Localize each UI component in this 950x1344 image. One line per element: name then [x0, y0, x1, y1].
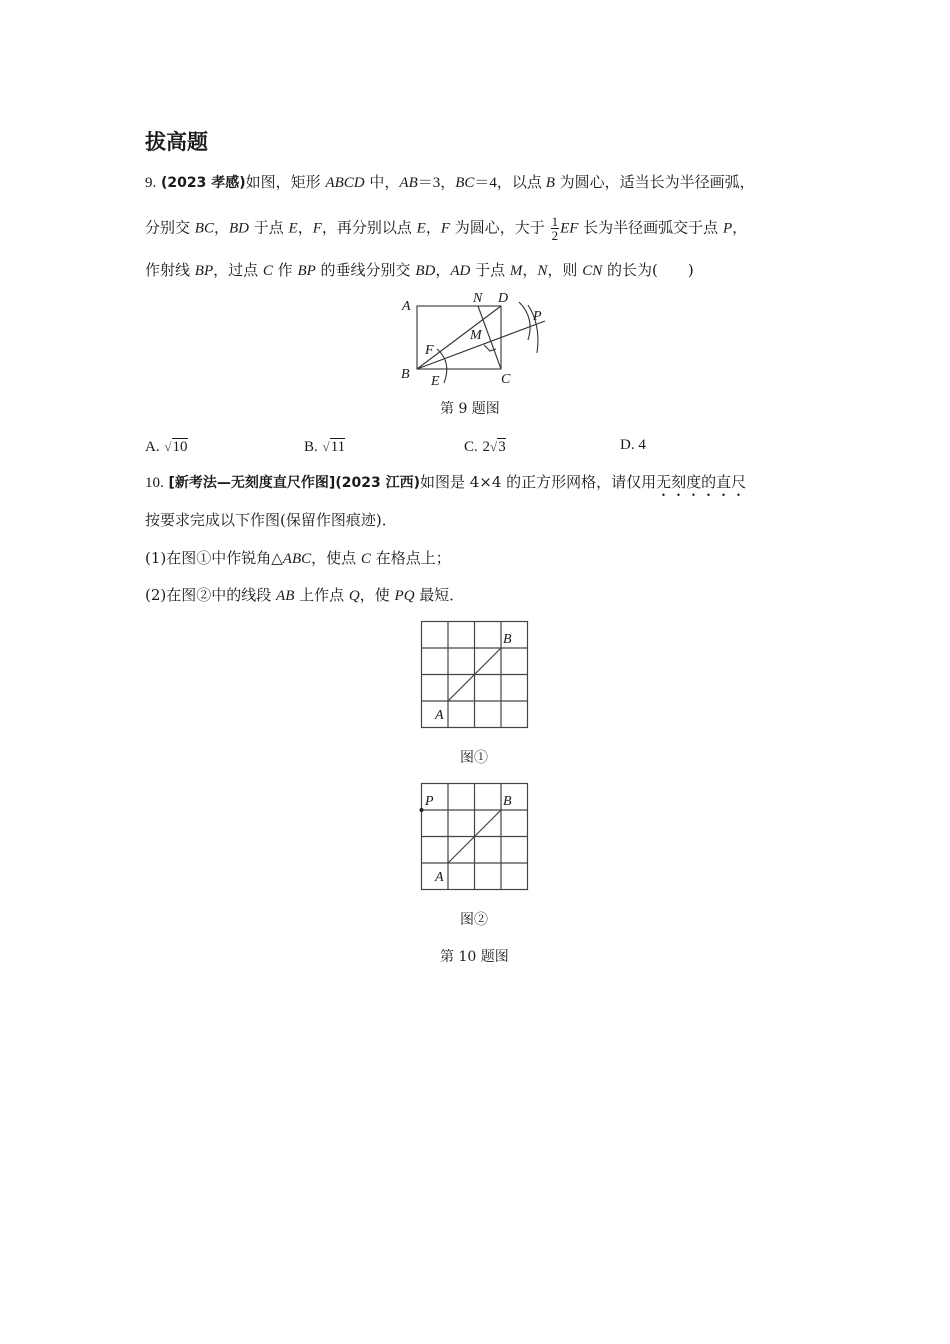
math-var: BC	[194, 220, 214, 237]
text: 作	[272, 261, 298, 279]
text: 的长为( )	[602, 261, 694, 279]
q9-figure-caption: 第 9 题图	[440, 401, 500, 417]
fraction-denominator: 2	[551, 228, 559, 243]
q9-line-3	[145, 260, 694, 281]
text: ＝3，	[417, 175, 456, 191]
text: ，使点	[311, 549, 361, 567]
text: ，使	[359, 586, 395, 604]
math-var: M	[509, 263, 523, 279]
q9-choice-a[interactable]	[145, 437, 188, 456]
text: 为圆心，大于	[450, 218, 550, 237]
text: ＝4，以点	[474, 175, 546, 191]
point-p	[420, 808, 424, 812]
q10-part-1	[145, 548, 451, 569]
text: 于点	[248, 218, 289, 237]
choice-letter: C.	[464, 439, 478, 455]
text: ，	[435, 261, 451, 279]
math-var: BP	[194, 263, 214, 279]
label-e: E	[431, 374, 440, 389]
text: 为圆心，适当长为半径画弧，	[554, 173, 755, 191]
text: (2)在图②中的线段	[145, 586, 277, 604]
choice-letter: A.	[145, 439, 160, 455]
text: ，	[297, 218, 313, 237]
coefficient: 2	[482, 439, 491, 455]
text: 于点	[470, 261, 510, 279]
label-m: M	[470, 328, 482, 343]
q10-figure-2-grid	[415, 777, 535, 895]
text: ，	[425, 218, 441, 237]
math-var: BP	[297, 263, 316, 279]
q9-choice-c[interactable]	[464, 437, 506, 456]
label-d: D	[498, 291, 509, 306]
q10-part-2	[145, 585, 464, 606]
text: 作射线	[145, 261, 195, 279]
math-var: E	[416, 220, 426, 237]
q9-line-1	[145, 172, 755, 193]
math-var: BD	[415, 263, 436, 279]
label-b: B	[503, 632, 512, 647]
math-var: E	[288, 220, 298, 237]
math-var: ABC	[282, 551, 312, 567]
label-b: B	[503, 794, 512, 809]
text: 分别交	[145, 218, 195, 237]
math-var: BC	[455, 175, 475, 191]
radicand: 10	[172, 439, 188, 455]
radicand: 11	[330, 439, 346, 455]
q10-number: 10.	[145, 475, 164, 491]
text: ，再分别以点	[321, 218, 417, 237]
q9-line-2	[145, 215, 747, 242]
q10-tag: [新考法—无刻度直尺作图]	[168, 475, 336, 491]
choice-letter: B.	[304, 439, 318, 455]
math-var: PQ	[394, 588, 415, 604]
text: 在格点上；	[370, 549, 451, 567]
math-var: B	[545, 175, 555, 191]
math-var: AB	[276, 588, 295, 604]
math-var: AB	[399, 175, 418, 191]
text: 如图是 4×4 的正方形网格，请仅用	[419, 473, 657, 491]
text: 如图，矩形	[245, 173, 326, 191]
math-var: C	[262, 263, 273, 279]
text: ，则	[547, 261, 583, 279]
math-var: EF	[560, 220, 579, 237]
label-a: A	[435, 870, 444, 885]
q9-choice-d[interactable]	[620, 437, 646, 454]
q9-source: (2023 孝感)	[161, 175, 246, 191]
q10-line-1	[145, 472, 746, 500]
text: ，	[213, 218, 229, 237]
label-p: P	[425, 794, 434, 809]
text: 上作点	[294, 586, 349, 604]
q9-figure	[395, 285, 565, 390]
math-var: P	[722, 220, 733, 237]
math-var: F	[312, 220, 322, 237]
text: ，	[522, 261, 538, 279]
label-b: B	[401, 367, 410, 382]
q10-figure-2-caption: 图②	[460, 912, 488, 928]
q10-figure-caption: 第 10 题图	[440, 949, 509, 965]
label-n: N	[473, 291, 483, 306]
diagonal-bd	[417, 306, 501, 369]
text: ，	[732, 218, 748, 237]
q10-line-2: 按要求完成以下作图(保留作图痕迹)．	[145, 511, 397, 529]
choice-value: 4	[638, 437, 646, 453]
choice-letter: D.	[620, 437, 635, 453]
fraction-one-half	[551, 215, 560, 242]
math-var: Q	[348, 588, 360, 604]
sqrt-expression: 2√3	[482, 439, 506, 455]
fraction-numerator: 1	[551, 214, 559, 229]
q10-figure-1-caption: 图①	[460, 750, 488, 766]
section-title: 拔高题	[145, 130, 208, 154]
math-var: CN	[582, 263, 603, 279]
label-a: A	[402, 299, 411, 314]
q10-figure-1-grid	[415, 615, 535, 733]
text: (1)在图①中作锐角△	[145, 549, 283, 567]
sqrt-expression: √11	[322, 439, 346, 455]
math-var: F	[440, 220, 451, 237]
sqrt-expression: √10	[164, 439, 188, 455]
radicand: 3	[498, 439, 506, 455]
text: 的垂线分别交	[315, 261, 416, 279]
text: ，过点	[213, 261, 263, 279]
text: 中，	[364, 173, 400, 191]
emphasized-text: 无刻度的直尺	[656, 473, 747, 491]
right-angle-mark	[484, 345, 496, 351]
math-var: AD	[450, 263, 471, 279]
math-var: C	[360, 551, 371, 567]
text: 最短．	[414, 586, 465, 604]
arc-p-1	[519, 302, 530, 340]
math-var: N	[537, 263, 548, 279]
text: 长为半径画弧交于点	[578, 218, 723, 237]
math-var: BD	[228, 220, 249, 237]
q10-source: (2023 江西)	[335, 475, 420, 491]
label-c: C	[501, 372, 511, 387]
math-var: ABCD	[325, 175, 365, 191]
label-a: A	[435, 708, 444, 723]
label-p: P	[533, 309, 542, 324]
label-f: F	[425, 343, 434, 358]
q9-number: 9.	[145, 175, 157, 191]
q9-choice-b[interactable]	[304, 437, 345, 456]
